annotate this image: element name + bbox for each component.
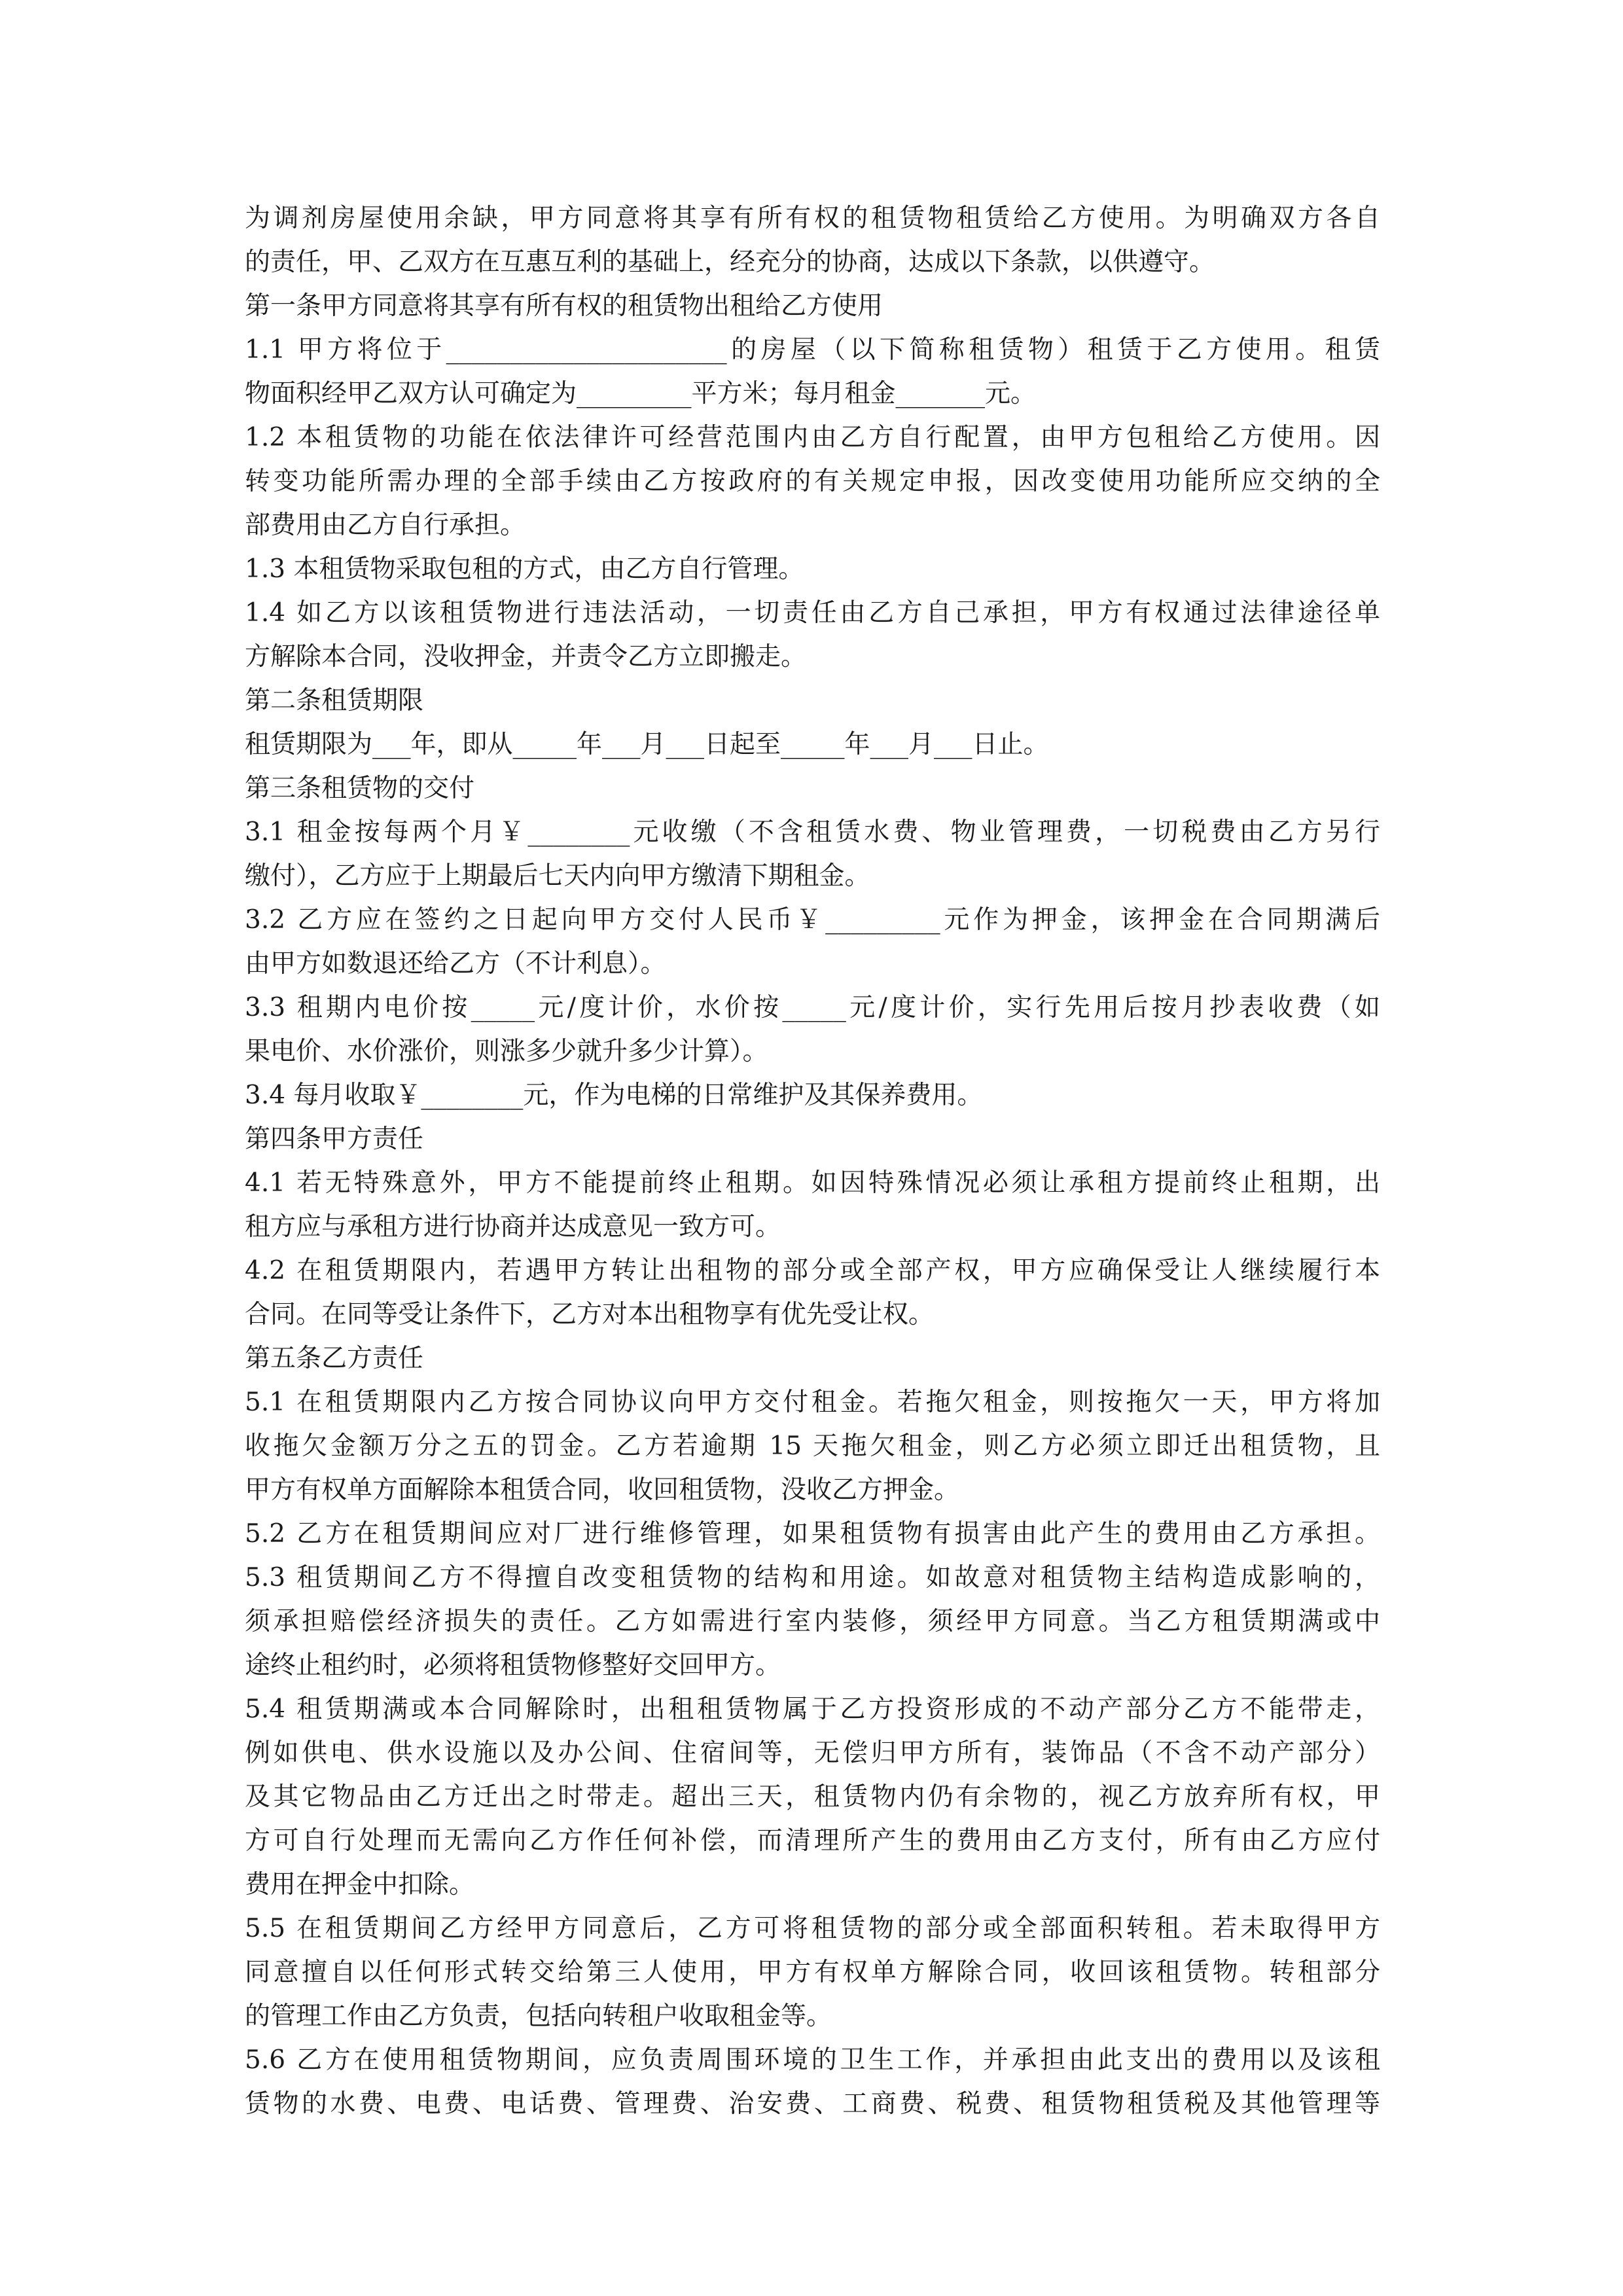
text-line: 第五条乙方责任 bbox=[245, 1344, 424, 1373]
text-line: 费用在押金中扣除。 bbox=[245, 1870, 475, 1899]
text-line: 5.3 租赁期间乙方不得擅自改变租赁物的结构和用途。如故意对租赁物主结构造成影响的， bbox=[245, 1563, 1380, 1592]
text-line: 4.1 若无特殊意外，甲方不能提前终止租期。如因特殊情况必须让承租方提前终止租期，出 bbox=[245, 1168, 1380, 1198]
text-line: 3.3 租期内电价按_____元/度计价，水价按_____元/度计价，实行先用后按月抄表收费（如 bbox=[245, 993, 1380, 1022]
text-line: 赁物的水费、电费、电话费、管理费、治安费、工商费、税费、租赁物租赁税及其他管理等 bbox=[245, 2089, 1380, 2119]
text-line: 须承担赔偿经济损失的责任。乙方如需进行室内装修，须经甲方同意。当乙方租赁期满或中 bbox=[245, 1607, 1380, 1636]
text-line: 由甲方如数退还给乙方（不计利息）。 bbox=[245, 949, 666, 978]
text-line: 方解除本合同，没收押金，并责令乙方立即搬走。 bbox=[245, 642, 807, 672]
text-line: 5.6 乙方在使用租赁物期间，应负责周围环境的卫生工作，并承担由此支出的费用以及该租 bbox=[245, 2045, 1380, 2075]
text-line: 5.2 乙方在租赁期间应对厂进行维修管理，如果租赁物有损害由此产生的费用由乙方承担。 bbox=[245, 1519, 1380, 1549]
text-line: 为调剂房屋使用余缺，甲方同意将其享有所有权的租赁物租赁给乙方使用。为明确双方各自 bbox=[245, 204, 1380, 233]
text-line: 第一条甲方同意将其享有所有权的租赁物出租给乙方使用 bbox=[245, 291, 883, 321]
text-line: 第二条租赁期限 bbox=[245, 686, 424, 715]
text-line: 1.1 甲方将位于______________________的房屋（以下简称租赁物）租赁于乙方使用。租赁 bbox=[245, 335, 1380, 365]
text-line: 5.4 租赁期满或本合同解除时，出租租赁物属于乙方投资形成的不动产部分乙方不能带走， bbox=[245, 1695, 1380, 1724]
text-line: 的责任，甲、乙双方在互惠互利的基础上，经充分的协商，达成以下条款，以供遵守。 bbox=[245, 247, 1215, 277]
text-line: 租方应与承租方进行协商并达成意见一致方可。 bbox=[245, 1212, 781, 1242]
text-line: 1.3 本租赁物采取包租的方式，由乙方自行管理。 bbox=[245, 554, 804, 584]
document-page bbox=[245, 196, 1380, 2126]
text-line: 及其它物品由乙方迁出之时带走。超出三天，租赁物内仍有余物的，视乙方放弃所有权，甲 bbox=[245, 1782, 1380, 1812]
text-line: 第四条甲方责任 bbox=[245, 1124, 424, 1154]
text-line: 第三条租赁物的交付 bbox=[245, 774, 475, 803]
text-line: 4.2 在租赁期限内，若遇甲方转让出租物的部分或全部产权，甲方应确保受让人继续履行本 bbox=[245, 1256, 1380, 1285]
text-line: 物面积经甲乙双方认可确定为_________平方米；每月租金_______元。 bbox=[245, 379, 1037, 408]
text-line: 果电价、水价涨价，则涨多少就升多少计算）。 bbox=[245, 1037, 768, 1066]
text-line: 收拖欠金额万分之五的罚金。乙方若逾期 15 天拖欠租金，则乙方必须立即迁出租赁物，且 bbox=[245, 1431, 1380, 1461]
text-line: 的管理工作由乙方负责，包括向转租户收取租金等。 bbox=[245, 2001, 832, 2031]
text-line: 3.1 租金按每两个月￥________元收缴（不含租赁水费、物业管理费，一切税费由乙方另行 bbox=[245, 817, 1380, 847]
text-line: 甲方有权单方面解除本租赁合同，收回租赁物，没收乙方押金。 bbox=[245, 1475, 960, 1505]
text-line: 途终止租约时，必须将租赁物修整好交回甲方。 bbox=[245, 1651, 781, 1680]
text-line: 租赁期限为___年，即从_____年___月___日起至_____年___月___日止。 bbox=[245, 730, 1049, 759]
text-line: 3.2 乙方应在签约之日起向甲方交付人民币￥_________元作为押金，该押金在合同期满后 bbox=[245, 905, 1380, 935]
text-line: 方可自行处理而无需向乙方作任何补偿，而清理所产生的费用由乙方支付，所有由乙方应付 bbox=[245, 1826, 1380, 1856]
text-line: 5.5 在租赁期间乙方经甲方同意后，乙方可将租赁物的部分或全部面积转租。若未取得甲方 bbox=[245, 1914, 1380, 1943]
text-line: 转变功能所需办理的全部手续由乙方按政府的有关规定申报，因改变使用功能所应交纳的全 bbox=[245, 467, 1380, 496]
text-line: 3.4 每月收取￥________元，作为电梯的日常维护及其保养费用。 bbox=[245, 1081, 983, 1110]
text-line: 部费用由乙方自行承担。 bbox=[245, 511, 526, 540]
text-line: 同意擅自以任何形式转交给第三人使用，甲方有权单方解除合同，收回该租赁物。转租部分 bbox=[245, 1958, 1380, 1987]
text-line: 缴付），乙方应于上期最后七天内向甲方缴清下期租金。 bbox=[245, 861, 870, 891]
text-line: 1.4 如乙方以该租赁物进行违法活动，一切责任由乙方自己承担，甲方有权通过法律途径单 bbox=[245, 598, 1380, 628]
text-line: 例如供电、供水设施以及办公间、住宿间等，无偿归甲方所有，装饰品（不含不动产部分） bbox=[245, 1738, 1380, 1768]
text-line: 合同。在同等受让条件下，乙方对本出租物享有优先受让权。 bbox=[245, 1300, 935, 1329]
text-line: 1.2 本租赁物的功能在依法律许可经营范围内由乙方自行配置，由甲方包租给乙方使用。因 bbox=[245, 423, 1380, 452]
text-line: 5.1 在租赁期限内乙方按合同协议向甲方交付租金。若拖欠租金，则按拖欠一天，甲方将加 bbox=[245, 1388, 1380, 1417]
